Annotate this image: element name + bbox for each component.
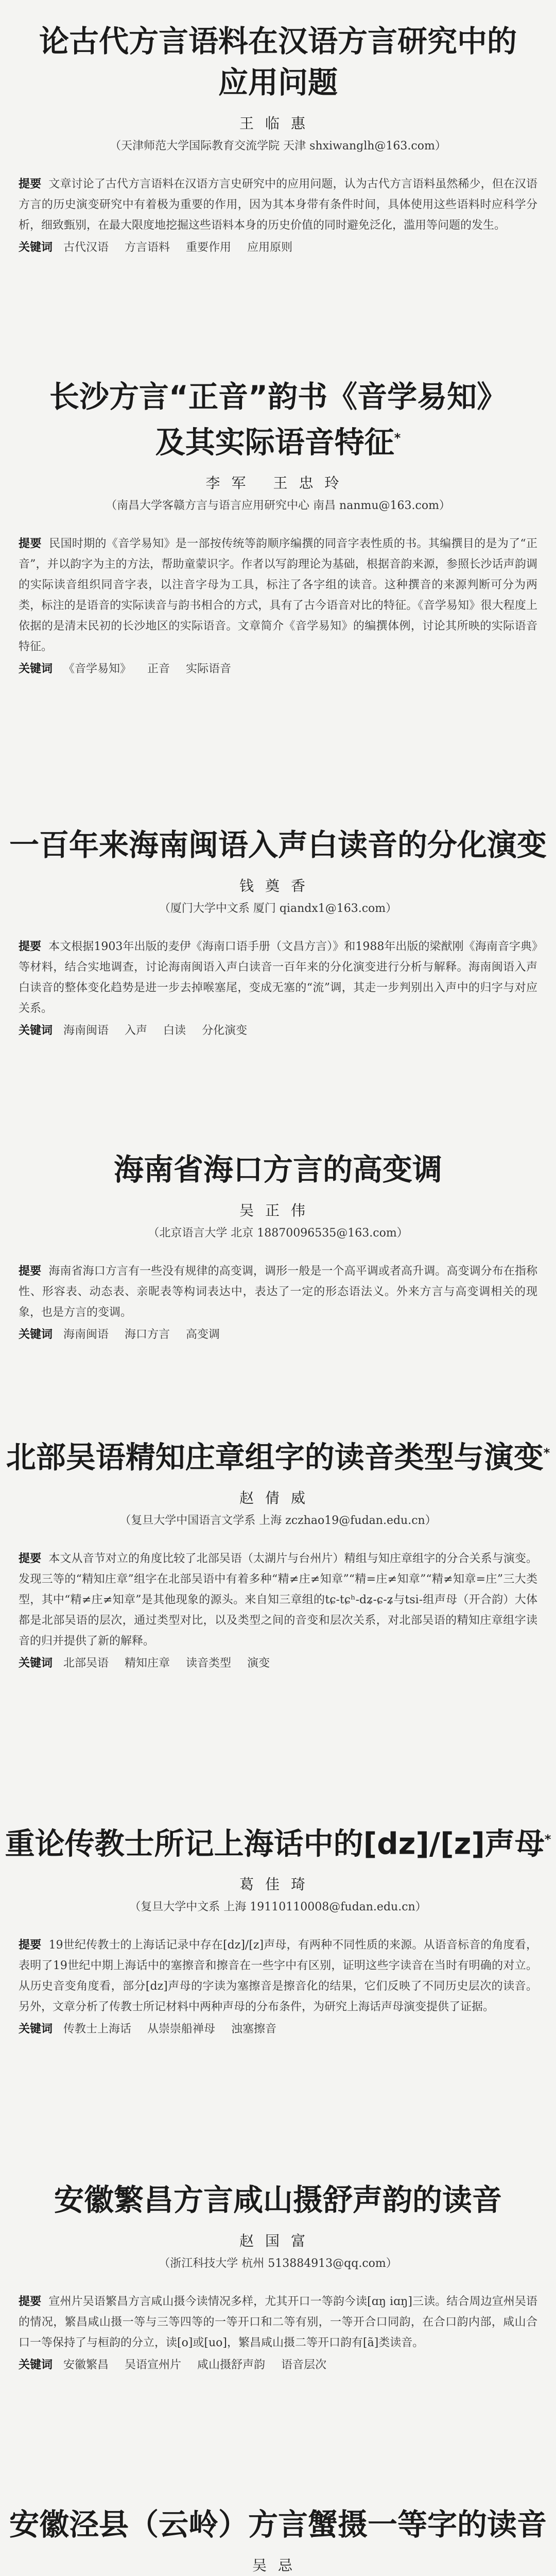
title-line: 论古代方言语料在汉语方言研究中的 bbox=[39, 24, 517, 59]
keyword: 应用原则 bbox=[247, 241, 293, 254]
abstract bbox=[19, 1261, 537, 1323]
abstract-label: 提要 bbox=[19, 1939, 42, 1952]
keyword: 分化演变 bbox=[202, 1024, 248, 1037]
title-line: 海南省海口方言的高变调 bbox=[113, 1152, 442, 1187]
keyword: 北部吴语 bbox=[63, 1657, 109, 1670]
abstract-text: 本文根据1903年出版的麦伊《海南口语手册（文昌方言）》和1988年出版的梁猷刚《海南音字典》等材料，结合实地调查，讨论海南闽语入声白读音一百年来的分化演变进行分析与解释。海南闽语入声白读音的整体变化趋势是进一步去掉喉塞尾，变成无塞的“流”调，其走一步判别出入声中的归字与对应关系。 bbox=[19, 940, 537, 1015]
keyword: 浊塞擦音 bbox=[231, 2023, 277, 2036]
title-line: 及其实际语音特征 bbox=[155, 425, 394, 460]
keywords bbox=[19, 2021, 537, 2038]
keyword: 海南闽语 bbox=[63, 1024, 109, 1037]
author: 葛佳琦 bbox=[239, 1876, 317, 1893]
keyword: 吴语宣州片 bbox=[125, 2359, 182, 2371]
keyword: 海南闽语 bbox=[63, 1328, 109, 1341]
keyword: 从崇崇船禅母 bbox=[147, 2023, 216, 2036]
abstract bbox=[19, 2292, 537, 2353]
affiliation: （南昌大学客赣方言与语言应用研究中心 南昌 nanmu@163.com） bbox=[106, 499, 450, 513]
abstract bbox=[19, 937, 537, 1019]
article-2 bbox=[0, 376, 556, 678]
article-title bbox=[0, 1149, 556, 1190]
article-title bbox=[0, 376, 556, 463]
title-line: 北部吴语精知庄章组字的读音类型与演变 bbox=[6, 1439, 544, 1475]
article-title bbox=[0, 824, 556, 866]
keywords-label: 关键词 bbox=[19, 1024, 53, 1037]
article-title bbox=[0, 1819, 556, 1864]
footnote-mark: * bbox=[544, 1832, 551, 1846]
keyword: 读音类型 bbox=[186, 1657, 232, 1670]
article-7 bbox=[0, 2179, 556, 2374]
title-line: 安徽繁昌方言咸山摄舒声韵的读音 bbox=[54, 2182, 502, 2217]
abstract-label: 提要 bbox=[19, 940, 42, 953]
affiliation: （北京语言大学 北京 18870096535@163.com） bbox=[148, 1227, 408, 1240]
keyword: 咸山摄舒声韵 bbox=[197, 2359, 266, 2371]
abstract bbox=[19, 1935, 537, 2018]
keywords bbox=[19, 1655, 537, 1672]
keywords-label: 关键词 bbox=[19, 663, 53, 676]
abstract-label: 提要 bbox=[19, 178, 42, 191]
abstract-label: 提要 bbox=[19, 1552, 42, 1566]
title-line: 长沙方言“正音”韵书《音学易知》 bbox=[49, 379, 507, 414]
author: 赵倩威 bbox=[239, 1489, 317, 1507]
keyword: 演变 bbox=[247, 1657, 270, 1670]
keywords-label: 关键词 bbox=[19, 241, 53, 254]
abstract-label: 提要 bbox=[19, 1265, 42, 1278]
title-line: 应用问题 bbox=[218, 65, 338, 100]
keyword: 方言语料 bbox=[125, 241, 170, 254]
article-title bbox=[0, 1432, 556, 1478]
keyword: 正音 bbox=[147, 663, 170, 676]
affiliation: （浙江科技大学 杭州 513884913@qq.com） bbox=[159, 2257, 397, 2270]
keywords-label: 关键词 bbox=[19, 1657, 53, 1670]
affiliation: （复旦大学中文系 上海 19110110008@fudan.edu.cn） bbox=[129, 1901, 427, 1914]
keyword: 安徽繁昌 bbox=[63, 2359, 109, 2371]
keyword: 重要作用 bbox=[186, 241, 232, 254]
article-3 bbox=[0, 824, 556, 1040]
affiliation: （厦门大学中文系 厦门 qiandx1@163.com） bbox=[159, 902, 397, 915]
abstract-label: 提要 bbox=[19, 2295, 42, 2308]
abstract bbox=[19, 534, 537, 657]
abstract bbox=[19, 1549, 537, 1652]
keyword: 《音学易知》 bbox=[63, 663, 132, 676]
abstract-text: 宣州片吴语繁昌方言咸山摄今读情况多样，尤其开口一等韵今读[ɑŋ iɑŋ]三读。结合周边宣州吴语的情况，繁昌咸山摄一等与三等四等的一等开口和二等有别，一等开合口同韵，在合口韵内部，咸山合口一等保持了与桓韵的分立，读[o]或[uo]，繁昌咸山摄二等开口韵有[ã]类读音。 bbox=[19, 2295, 537, 2349]
title-line: 重论传教士所记上海话中的[dz]/[z]声母 bbox=[5, 1826, 545, 1861]
keyword: 白读 bbox=[163, 1024, 186, 1037]
keyword: 传教士上海话 bbox=[63, 2023, 132, 2036]
keyword: 入声 bbox=[125, 1024, 148, 1037]
abstract-text: 19世纪传教士的上海话记录中存在[dz]/[z]声母，有两种不同性质的来源。从语音标音的角度看，表明了19世纪中期上海话中的塞擦音和擦音在一些字中有区别，证明这些字读音在当时有明确的对立。从历史音变角度看，部分[dz]声母的字读为塞擦音是擦音化的结果，它们反映了不同历史层次的读音。另外，文章分析了传教士所记材料中两种声母的分布条件，为研究上海话声母演变提供了证据。 bbox=[19, 1939, 537, 2014]
article-4 bbox=[0, 1149, 556, 1344]
affiliation: （天津师范大学国际教育交流学院 天津 shxiwanglh@163.com） bbox=[110, 140, 446, 152]
keyword: 实际语音 bbox=[186, 663, 232, 676]
author: 赵国富 bbox=[239, 2232, 317, 2249]
article-1 bbox=[0, 21, 556, 257]
keywords-label: 关键词 bbox=[19, 2023, 53, 2036]
title-line: 一百年来海南闽语入声白读音的分化演变 bbox=[9, 827, 547, 862]
author: 吴正伟 bbox=[239, 1202, 317, 1219]
keyword: 海口方言 bbox=[125, 1328, 170, 1341]
abstract-text: 文章讨论了古代方言语料在汉语方言史研究中的应用问题，认为古代方言语料虽然稀少，但在汉语方言的历史演变研究中有着极为重要的作用，因为其本身带有条件时间，具体使用这些语料时应科学分析，细致甄别，在最大限度地挖掘这些语料本身的历史价值的同时避免泛化，滥用等问题的发生。 bbox=[19, 178, 537, 232]
abstract bbox=[19, 174, 537, 236]
keywords bbox=[19, 239, 537, 257]
keyword: 语音层次 bbox=[281, 2359, 327, 2371]
keywords bbox=[19, 1022, 537, 1040]
keywords-label: 关键词 bbox=[19, 2359, 53, 2371]
abstract-text: 海南省海口方言有一些没有规律的高变调，调形一般是一个高平调或者高升调。高变调分布在指称性、形容表、动态表、亲昵表等构词表达中，表达了一定的形态语法义。外来方言与高变调相关的现象，也是方言的变调。 bbox=[19, 1265, 537, 1319]
author: 李军 王忠玲 bbox=[205, 474, 351, 492]
keyword: 高变调 bbox=[186, 1328, 220, 1341]
keywords-label: 关键词 bbox=[19, 1328, 53, 1341]
article-8 bbox=[0, 2504, 556, 2576]
title-line: 安徽泾县（云岭）方言蟹摄一等字的读音 bbox=[9, 2507, 547, 2542]
article-title bbox=[0, 2504, 556, 2545]
author: 钱奠香 bbox=[239, 877, 317, 894]
article-5 bbox=[0, 1432, 556, 1672]
footnote-mark: * bbox=[543, 1446, 550, 1460]
article-title bbox=[0, 21, 556, 103]
keywords bbox=[19, 1326, 537, 1344]
abstract-text: 本文从音节对立的角度比较了北部吴语（太湖片与台州片）精组与知庄章组字的分合关系与演变。发现三等的“精知庄章”组字在北部吴语中有着多种“精≠庄≠知章”“精=庄≠知章”“精≠知章=庄”三大类型，其中“精≠庄≠知章”是其他现象的源头。来自知三章组的tɕ-tɕʰ-dʑ-ɕ-ʑ与tsi-组声母（开合韵）大体都是北部吴语的层次，通过类型对比，以及类型之间的音变和层次关系，对北部吴语的精知庄章组字读音的归并提供了新的解释。 bbox=[19, 1552, 537, 1648]
article-title bbox=[0, 2179, 556, 2221]
affiliation: （复旦大学中国语言文学系 上海 zczhao19@fudan.edu.cn） bbox=[119, 1514, 437, 1528]
footnote-mark: * bbox=[394, 431, 401, 445]
abstract-label: 提要 bbox=[19, 537, 42, 551]
keyword: 精知庄章 bbox=[125, 1657, 170, 1670]
article-6 bbox=[0, 1819, 556, 2038]
keywords bbox=[19, 660, 537, 678]
author: 吴忌 bbox=[252, 2557, 304, 2574]
author: 王临惠 bbox=[239, 115, 317, 132]
keywords bbox=[19, 2357, 537, 2374]
keyword: 古代汉语 bbox=[63, 241, 109, 254]
abstract-text: 民国时期的《音学易知》是一部按传统等韵顺序编撰的同音字表性质的书。其编撰目的是为了“正音”，并以韵字为主的方法，帮助童蒙识字。作者以写韵理论为基础，根据音韵来源，参照长沙话声韵调的实际读音组织同音字表，以注音字母为工具，标注了各字组的读音。这种撰音的来源判断可分为两类，标注的是语音的实际读音与韵书相合的方式，具有了古今语音对比的特征。《音学易知》很大程度上依据的是清末民初的长沙地区的实际语音。文章简介《音学易知》的编撰体例，讨论其所映的实际语音特征。 bbox=[19, 537, 537, 654]
